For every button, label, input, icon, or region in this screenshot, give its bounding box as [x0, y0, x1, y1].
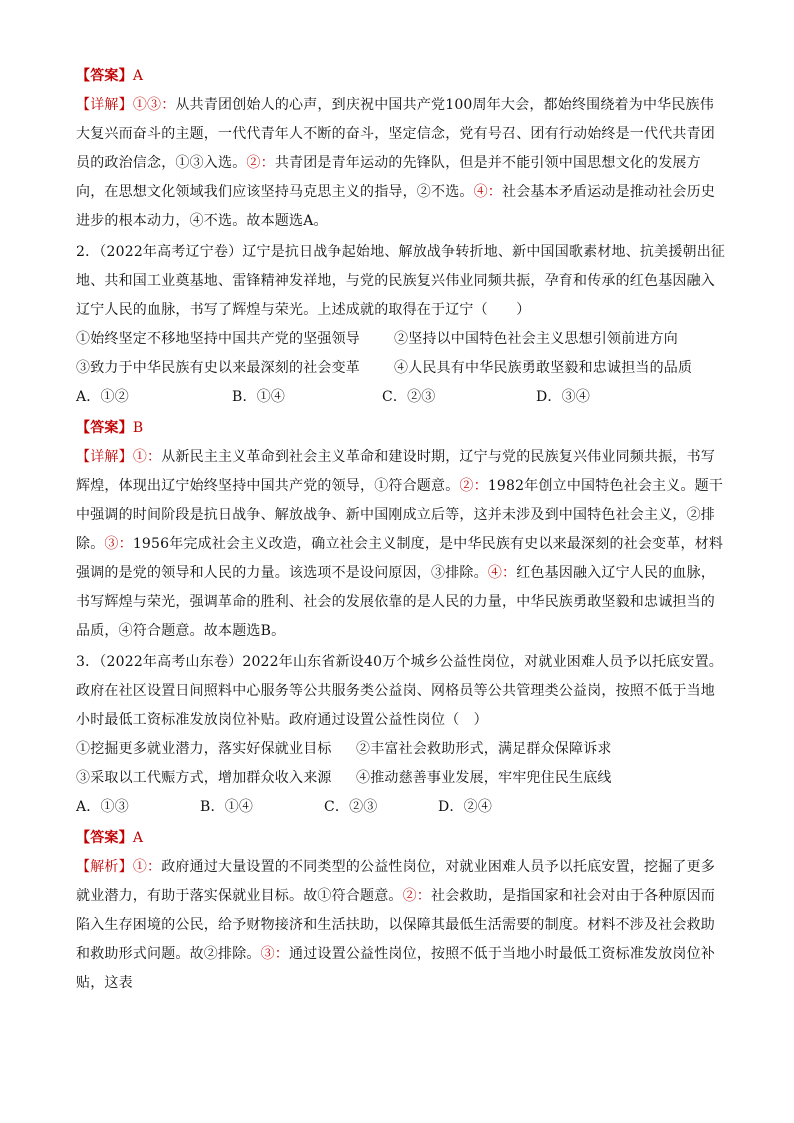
q3-option-3: ③采取以工代赈方式，增加群众收入来源 — [76, 770, 332, 786]
option-marker: ③： — [260, 946, 290, 962]
q1-detail-text: ①③：从共青团创始人的心声，到庆祝中国共产党100周年大会，都始终围绕着为中华民族伟大复兴而奋斗的主题，一代代青年人不断的奋斗，坚定信念，党有号召、团有行动始终是一代代共青团员的政治信念，①③入选。②：共青团是青年运动的先锋队，但是并不能引领中国思想文化的发展方向，在思想文化领域我们应该坚持马克思主义的指导，②不选。④：社会基本矛盾运动是推动社会历史进步的根本动力，④不选。故本题选A。 — [76, 97, 716, 229]
option-marker: ④： — [487, 565, 517, 581]
q1-detail-label: 【详解】 — [76, 97, 133, 113]
q3-choice-c: C．②③ — [324, 799, 378, 815]
option-marker: ①： — [132, 449, 162, 465]
option-marker: ③： — [104, 536, 133, 552]
q2-detail-label: 【详解】 — [76, 449, 133, 465]
q2-answer-value: B — [132, 420, 144, 436]
q3-answer-label: 【答案】 — [76, 830, 133, 846]
q3-option-1: ①挖掘更多就业潜力，落实好保就业目标 — [76, 741, 332, 757]
q2-detail-text: ①：从新民主主义革命到社会主义革命和建设时期，辽宁与党的民族复兴伟业同频共振，书写辉煌，体现出辽宁始终坚持中国共产党的领导，①符合题意。②：1982年创立中国特色社会主义。题干中强调的时间阶段是抗日战争、解放战争、新中国刚成立后等，这并未涉及到中国特色社会主义，②排除。③：1956年完成社会主义改造，确立社会主义制度，是中华民族有史以来最深刻的社会变革，材料强调的是党的领导和人民的力量。该选项不是设问原因，③排除。④：红色基因融入辽宁人民的血脉，书写辉煌与荣光，强调革命的胜利、社会的发展依靠的是人民的力量，中华民族勇敢坚毅和忠诚担当的品质，④符合题意。故本题选B。 — [76, 449, 724, 639]
q3-detail — [76, 853, 726, 998]
q3-options-row-2 — [76, 764, 726, 793]
q2-option-1: ①始终坚定不移地坚持中国共产党的坚强领导 — [76, 331, 360, 347]
q3-choice-d: D．②④ — [438, 799, 493, 815]
q1-answer-value: A — [132, 68, 144, 84]
q2-answer-label: 【答案】 — [76, 420, 133, 436]
option-marker: ①： — [132, 859, 162, 875]
q2-options-row-1 — [76, 325, 726, 354]
q2-option-3: ③致力于中华民族有史以来最深刻的社会变革 — [76, 360, 360, 376]
q3-option-2: ②丰富社会救助形式，满足群众保障诉求 — [356, 741, 612, 757]
q3-options-row-1 — [76, 735, 726, 764]
option-marker: ②： — [459, 478, 488, 494]
q3-answer-value: A — [132, 830, 144, 846]
q3-answer-line — [76, 824, 726, 853]
q2-choice-a: A．①② — [76, 389, 129, 405]
q3-stem: 3．（2022年高考山东卷）2022年山东省新设40万个城乡公益性岗位，对就业困难人员予以托底安置。政府在社区设置日间照料中心服务等公共服务类公益岗、网格员等公共管理类公益岗，按照不低于当地小时最低工资标准发放岗位补贴。政府通过设置公益性岗位（ ） — [76, 654, 723, 728]
document-page — [76, 62, 726, 998]
q3-choices — [76, 793, 726, 822]
q3-choice-a: A．①③ — [76, 799, 129, 815]
option-marker: ④： — [473, 184, 503, 200]
option-marker: ②： — [402, 888, 432, 904]
q2-answer-line — [76, 414, 726, 443]
q2-choices — [76, 383, 726, 412]
q2-detail — [76, 443, 726, 646]
q3-option-4: ④推动慈善事业发展，牢牢兜住民生底线 — [356, 770, 612, 786]
q2-choice-d: D．③④ — [536, 389, 591, 405]
option-marker: ②： — [246, 155, 275, 171]
q2-stem: 2．（2022年高考辽宁卷）辽宁是抗日战争起始地、解放战争转折地、新中国国歌素材地、抗美援朝出征地、共和国工业奠基地、雷锋精神发祥地，与党的民族复兴伟业同频共振，孕育和传承的红色基因融入辽宁人民的血脉，书写了辉煌与荣光。上述成就的取得在于辽宁（ ） — [76, 244, 726, 318]
q1-answer-label: 【答案】 — [76, 68, 133, 84]
q3-choice-b: B．①④ — [200, 799, 254, 815]
option-marker: ①③： — [132, 97, 176, 113]
q3-detail-label: 【解析】 — [76, 859, 133, 875]
q2-option-2: ②坚持以中国特色社会主义思想引领前进方向 — [394, 331, 678, 347]
q2-choice-b: B．①④ — [232, 389, 286, 405]
q2-options-row-2 — [76, 354, 726, 383]
q1-answer-line — [76, 62, 726, 91]
q2-choice-c: C．②③ — [382, 389, 436, 405]
q2-option-4: ④人民具有中华民族勇敢坚毅和忠诚担当的品质 — [394, 360, 693, 376]
q1-detail — [76, 91, 726, 236]
q3-detail-text: ①：政府通过大量设置的不同类型的公益性岗位，对就业困难人员予以托底安置，挖掘了更多就业潜力，有助于落实保就业目标。故①符合题意。②：社会救助，是指国家和社会对由于各种原因而陷入生存困境的公民，给予财物接济和生活扶助，以保障其最低生活需要的制度。材料不涉及社会救助和救助形式问题。故②排除。③：通过设置公益性岗位，按照不低于当地小时最低工资标准发放岗位补贴，这表 — [76, 859, 716, 991]
